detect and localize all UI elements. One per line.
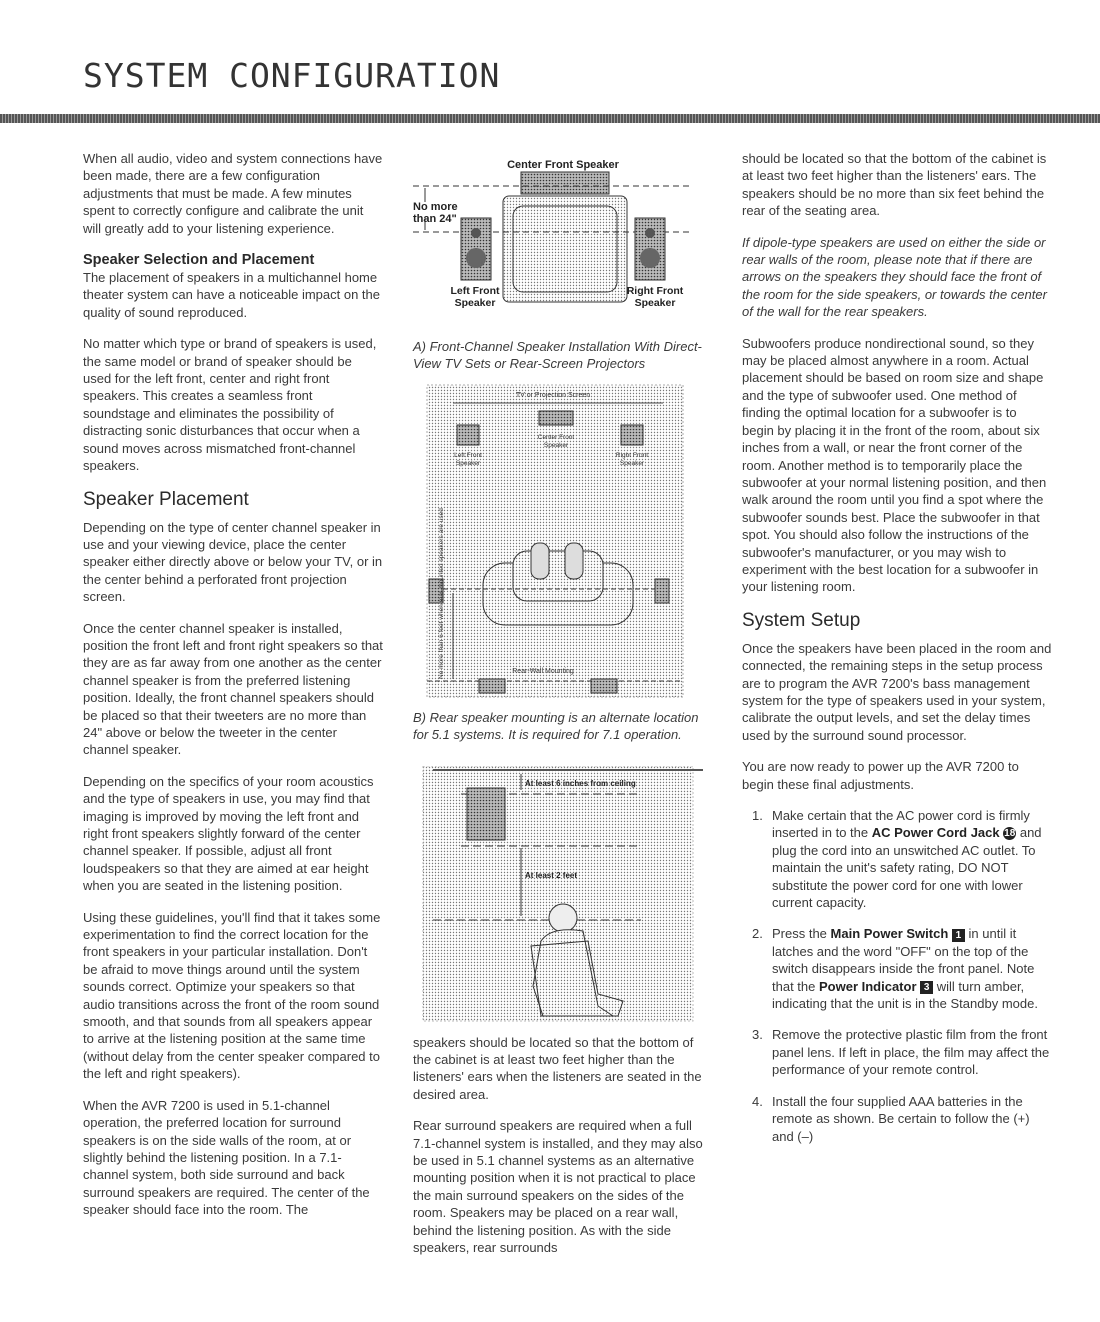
ceiling-label: At least 6 inches from ceiling [525, 778, 636, 788]
rear-wall-label: Rear-Wall Mounting [512, 667, 574, 675]
left-front-label: Left Front [450, 285, 500, 297]
body-paragraph: Rear surround speakers are required when a full 7.1-channel system is installed, and they may also be used in 5.1 channel systems as an alternative mounting position when it is not practical to place the main surround speakers on the sides of the room. Speakers may be placed on a rear wall, behind the listening position. As with the side speakers, rear surrounds [413, 1118, 703, 1256]
figure-a-caption: A) Front-Channel Speaker Installation With Direct-View TV Sets or Rear-Screen Projectors [413, 339, 702, 372]
list-item [742, 1026, 1052, 1078]
body-paragraph: Subwoofers produce nondirectional sound, so they may be placed almost anywhere in a room. Actual placement should be based on room size and shape and the type of subwoofer used. One method of finding the optimal location for a subwoofer is to begin by placing it in the front of the room, about six inches from a wall, or near the front corner of the room. Another method is to temporarily place the subwoofer at your normal listening position, and then walk around the room until you find a spot where the subwoofer sounds best. Place the subwoofer in that spot. You should also follow the instructions of the subwoofer's manufacturer, or you may wish to experiment with the best location for a subwoofer in your listening room. [742, 335, 1047, 595]
step-number: 3. [752, 1027, 763, 1043]
body-paragraph: Once the speakers have been placed in the room and connected, the remaining steps in the setup process are to program the AVR 7200's bass management system for the type of speakers used in your system, calibrate the output levels, and set the delay times used by the surround sound processor. [742, 640, 1052, 743]
step-text: Remove the protective plastic film from the front panel lens. If left in place, the film may affect the performance of your remote control. [772, 1027, 1050, 1078]
figure-b-room-layout [413, 383, 713, 703]
left-front-small: Left Front [454, 451, 482, 459]
right-speaker-small: Speaker [619, 459, 645, 467]
intro-paragraph: When all audio, video and system connections have been made, there are a few configuration adjustments that must be made. A few minutes spent to correctly configure and calibrate the unit will greatly add to your listening experience. [83, 151, 383, 236]
body-paragraph: If dipole-type speakers are used on either the side or rear walls of the room, please note that if there are arrows on the speakers they should face the front of the room for the side speakers, or towards the center of the wall for the rear speakers. [742, 234, 1047, 320]
list-item [742, 807, 1052, 911]
center-front-small: Center Front [537, 433, 575, 441]
header-rule [0, 114, 1100, 123]
left-speaker-small: Speaker [455, 459, 481, 467]
system-setup-heading: System Setup [742, 609, 861, 631]
body-paragraph: The placement of speakers in a multichannel home theater system can have a noticeable impact on the quality of sound reproduced. [83, 270, 381, 320]
body-paragraph: You are now ready to power up the AVR 7200 to begin these final adjustments. [742, 759, 1019, 792]
speaker-selection-heading: Speaker Selection and Placement [83, 252, 315, 269]
step-text: Make certain that the AC power cord is firmly inserted in to the [772, 808, 1030, 841]
callout-badge: 3 [920, 981, 933, 994]
power-indicator-label: Power Indicator [818, 978, 917, 994]
main-power-switch-label: Main Power Switch [830, 926, 949, 942]
page-title: SYSTEM CONFIGURATION [83, 56, 501, 95]
column-1 [83, 150, 383, 1233]
body-paragraph: should be located so that the bottom of the cabinet is at least two feet higher than the listeners' ears. The speakers should be no more than six feet behind the rear of the seating area. [742, 151, 1047, 219]
column-2 [413, 158, 713, 1271]
no-more-label: No more [413, 201, 458, 213]
figure-b-caption: B) Rear speaker mounting is an alternate location for 5.1 systems. It is required for 7.1 operation. [413, 709, 699, 743]
setup-steps [742, 807, 1052, 1145]
ac-power-cord-jack-label: AC Power Cord Jack [871, 825, 1000, 841]
column-3 [742, 150, 1052, 1159]
step-text: will turn amber, indicating that the unit is in the Standby mode. [772, 978, 1038, 1012]
left-front-label-2: Speaker [454, 297, 496, 309]
body-paragraph: Depending on the type of center channel speaker in use and your viewing device, place the center speaker either directly above or below your TV, or in the center behind a perforated front projection screen. [83, 519, 383, 605]
list-item [742, 925, 1052, 1012]
step-number: 2. [752, 926, 763, 942]
step-number: 1. [752, 808, 763, 823]
speaker-placement-heading: Speaker Placement [83, 488, 249, 510]
center-front-label: Center Front Speaker [507, 159, 619, 171]
step-text: in until it latches and the word "OFF" on the top of the switch disappears inside the front panel. Note that the [772, 926, 1035, 994]
six-feet-note: No more than 6 feet when rear-mounted speakers are used [438, 507, 445, 679]
two-feet-label: At least 2 feet [525, 870, 578, 880]
step-text: and plug the cord into an unswitched AC outlet. To maintain the unit's safety rating, DO NOT substitute the power cord for one with lower current capacity. [772, 825, 1042, 911]
body-paragraph: speakers should be located so that the bottom of the cabinet is at least two feet higher than the listeners' ears when the listeners are seated in the desired area. [413, 1034, 702, 1102]
list-item [742, 1093, 1052, 1145]
step-text: Press the [772, 926, 831, 942]
figure-a-front-speakers [413, 158, 713, 338]
callout-badge: 18 [1004, 828, 1016, 840]
than-24-label: than 24" [413, 213, 457, 225]
center-speaker-small: Speaker [543, 441, 569, 449]
right-front-label: Right Front [626, 285, 684, 297]
body-paragraph: Depending on the specifics of your room acoustics and the type of speakers in use, you may find that imaging is improved by moving the left front and right front speakers slightly forward of the center channel speaker. If possible, adjust all front loudspeakers so that they are aimed at ear height when you are seated in the listening position. [83, 773, 374, 894]
body-paragraph: Using these guidelines, you'll find that it takes some experimentation to find the correct location for the front speakers in your particular installation. Don't be afraid to move things around until the system sounds correct. Optimize your speakers so that audio transitions across the front of the room sound smooth, and that sounds from all speakers appear to arrive at the listening position at the same time (without delay from the center speaker compared to the left and right speakers). [83, 909, 381, 1082]
step-text: Install the four supplied AAA batteries in the remote as shown. Be certain to follow the (+) and (–) [772, 1093, 1030, 1144]
right-front-label-2: Speaker [634, 297, 676, 309]
body-paragraph: When the AVR 7200 is used in 5.1-channel operation, the preferred location for surround speakers is on the side walls of the room, at or slightly behind the listening position. In a 7.1-channel system, both side surround and back surround speakers are required. The center of the speaker should face into the room. The [83, 1097, 370, 1218]
screen-label: TV or Projection Screen [515, 391, 591, 399]
body-paragraph: No matter which type or brand of speakers is used, the same model or brand of speaker should be used for the left front, center and right front speakers. This creates a seamless front soundstage and eliminates the possibility of distracting sonic disturbances that occur when a sound moves across mismatched front-channel speakers. [83, 336, 377, 474]
body-paragraph: Once the center channel speaker is installed, position the front left and front right speakers so that they are as far away from one another as the center channel speaker is from the preferred listening position. Ideally, the front channel speakers should be placed so that their tweeters are no more than 24" above or below the tweeter in the center channel speaker. [83, 620, 383, 758]
right-front-small: Right Front [615, 451, 649, 459]
figure-c-height-diagram [413, 766, 713, 1026]
step-number: 4. [752, 1093, 763, 1109]
callout-badge: 1 [952, 929, 965, 942]
